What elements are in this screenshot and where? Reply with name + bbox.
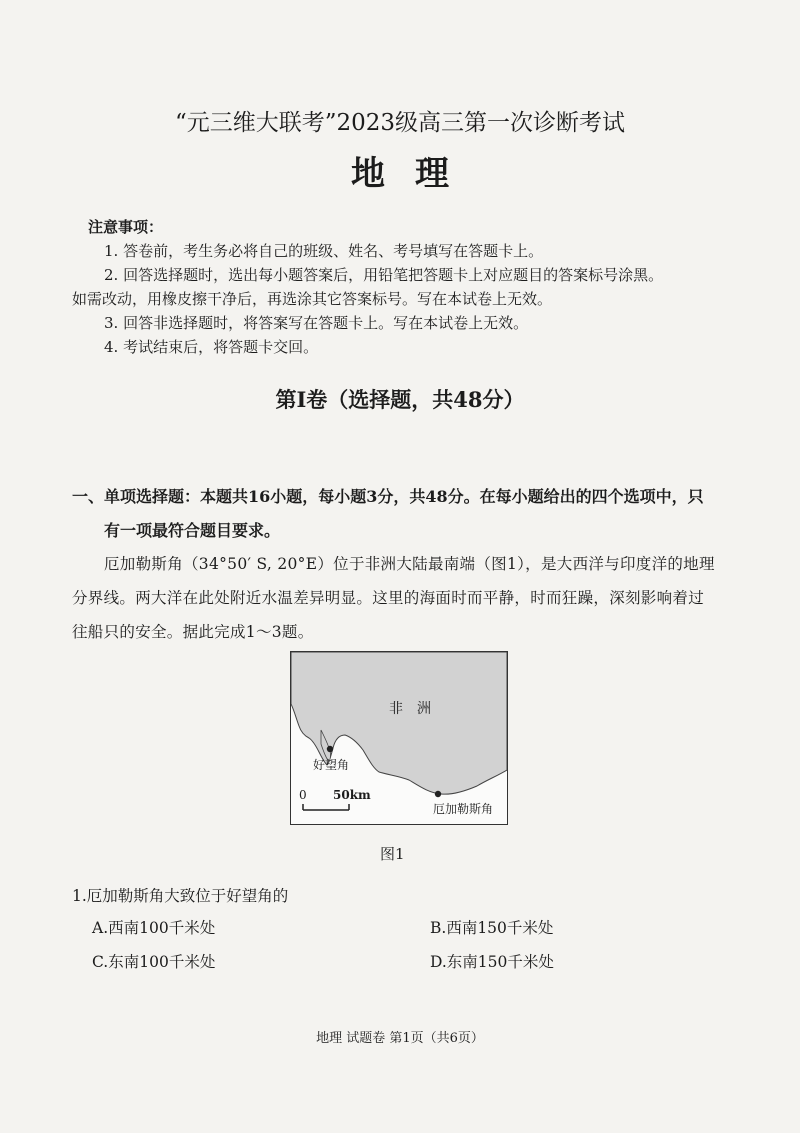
question-1-option-b: B.西南150千米处 [430, 919, 554, 937]
section-title: 第Ⅰ卷（选择题，共48分） [275, 387, 525, 412]
note-item-1: 1. 答卷前，考生务必将自己的班级、姓名、考号填写在答题卡上。 [104, 242, 544, 260]
note-item-4: 4. 考试结束后，将答题卡交回。 [104, 338, 319, 356]
cape-agulhas-point [435, 791, 441, 797]
page-footer: 地理 试题卷 第1页（共6页） [316, 1031, 484, 1046]
note-item-3: 3. 回答非选择题时，将答案写在答题卡上。写在本试卷上无效。 [104, 314, 529, 332]
cape-good-hope-point [327, 746, 333, 752]
note-item-2: 2. 回答选择题时，选出每小题答案后，用铅笔把答题卡上对应题目的答案标号涂黑。 [104, 266, 664, 284]
question-1-stem: 1.厄加勒斯角大致位于好望角的 [72, 887, 289, 905]
question-1-option-a: A.西南100千米处 [92, 919, 216, 937]
passage-line-3: 往船只的安全。据此完成1～3题。 [72, 623, 314, 641]
cape-agulhas-label: 厄加勒斯角 [433, 802, 494, 816]
cape-good-hope-label: 好望角 [313, 758, 350, 772]
section-instruction-line-2: 有一项最符合题目要求。 [104, 521, 281, 540]
question-1-option-d: D.东南150千米处 [430, 953, 554, 971]
passage-line-2: 分界线。两大洋在此处附近水温差异明显。这里的海面时而平静，时而狂躁，深刻影响着过 [72, 589, 705, 607]
figure-caption: 图1 [380, 845, 405, 863]
passage-line-1: 厄加勒斯角（34°50′ S, 20°E）位于非洲大陆最南端（图1），是大西洋与印度洋的地理 [104, 555, 715, 573]
note-item-2-continued: 如需改动，用橡皮擦干净后，再选涂其它答案标号。写在本试卷上无效。 [72, 290, 553, 308]
notes-heading: 注意事项： [88, 218, 164, 236]
scale-zero-label: 0 [299, 788, 307, 802]
continent-label: 非 洲 [389, 701, 431, 717]
scale-distance-label: 50km [333, 788, 371, 802]
exam-title: “元三维大联考”2023级高三第一次诊断考试 [174, 110, 626, 136]
section-instruction-line-1: 一、单项选择题：本题共16小题，每小题3分，共48分。在每小题给出的四个选项中，只 [72, 487, 704, 506]
question-1-option-c: C.东南100千米处 [92, 953, 216, 971]
map-svg [291, 652, 507, 824]
figure-1-map [290, 651, 508, 825]
subject-title: 地理 [351, 154, 479, 194]
